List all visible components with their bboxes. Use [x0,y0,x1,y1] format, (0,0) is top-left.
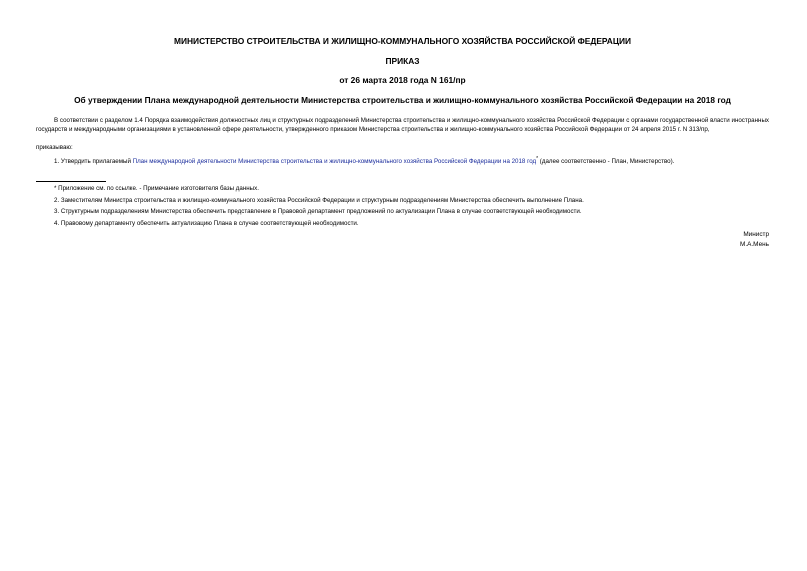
item-1-paragraph [36,155,769,166]
document-subject: Об утверждении Плана международной деятельности Министерства строительства и жилищно-коммунального хозяйства Российской Федерации на 2018 год [74,95,731,105]
footnote-mark: * [536,156,539,162]
signatory-title: Министр [743,231,769,238]
document-page [36,0,769,571]
item-2-paragraph: 2. Заместителям Министра строительства и жилищно-коммунального хозяйства Российской Федерации и структурным подразделениям Министерства обеспечить выполнение Плана. [54,197,584,204]
footnote-divider [36,181,106,182]
item-3-paragraph: 3. Структурным подразделениям Министерства обеспечить представление в Правовой департамент предложений по актуализации Плана в случае соответствующей необходимости. [54,208,582,215]
footnote-text: * Приложение см. по ссылке. - Примечание изготовителя базы данных. [54,185,259,192]
ministry-heading: МИНИСТЕРСТВО СТРОИТЕЛЬСТВА И ЖИЛИЩНО-КОММУНАЛЬНОГО ХОЗЯЙСТВА РОССИЙСКОЙ ФЕДЕРАЦИИ [174,36,631,46]
item-1-prefix: 1. Утвердить прилагаемый [54,158,133,166]
intro-paragraph: В соответствии с разделом 1.4 Порядка взаимодействия должностных лиц и структурных подразделений Министерства строительства и жилищно-коммунального хозяйства Российской Федерации с органами государственной власти иностранных государств и международными организациями в установленной сфере деятельности, утвержденного приказом Министерства строительства и жилищно-коммунального хозяйства Российской Федерации от 24 апреля 2015 г. N 313/пр, [36,117,769,133]
document-type-heading: ПРИКАЗ [385,56,420,66]
item-1-suffix: (далее соответственно - План, Министерство). [538,158,675,166]
item-4-paragraph: 4. Правовому департаменту обеспечить актуализацию Плана в случае соответствующей необходимости. [54,220,359,227]
signatory-name: М.А.Мень [740,241,769,248]
decree-word: приказываю: [36,144,73,151]
plan-link[interactable]: План международной деятельности Министерства строительства и жилищно-коммунального хозяйства Российской Федерации на 2018 год [132,158,537,166]
document-date-number: от 26 марта 2018 года N 161/пр [339,75,466,85]
